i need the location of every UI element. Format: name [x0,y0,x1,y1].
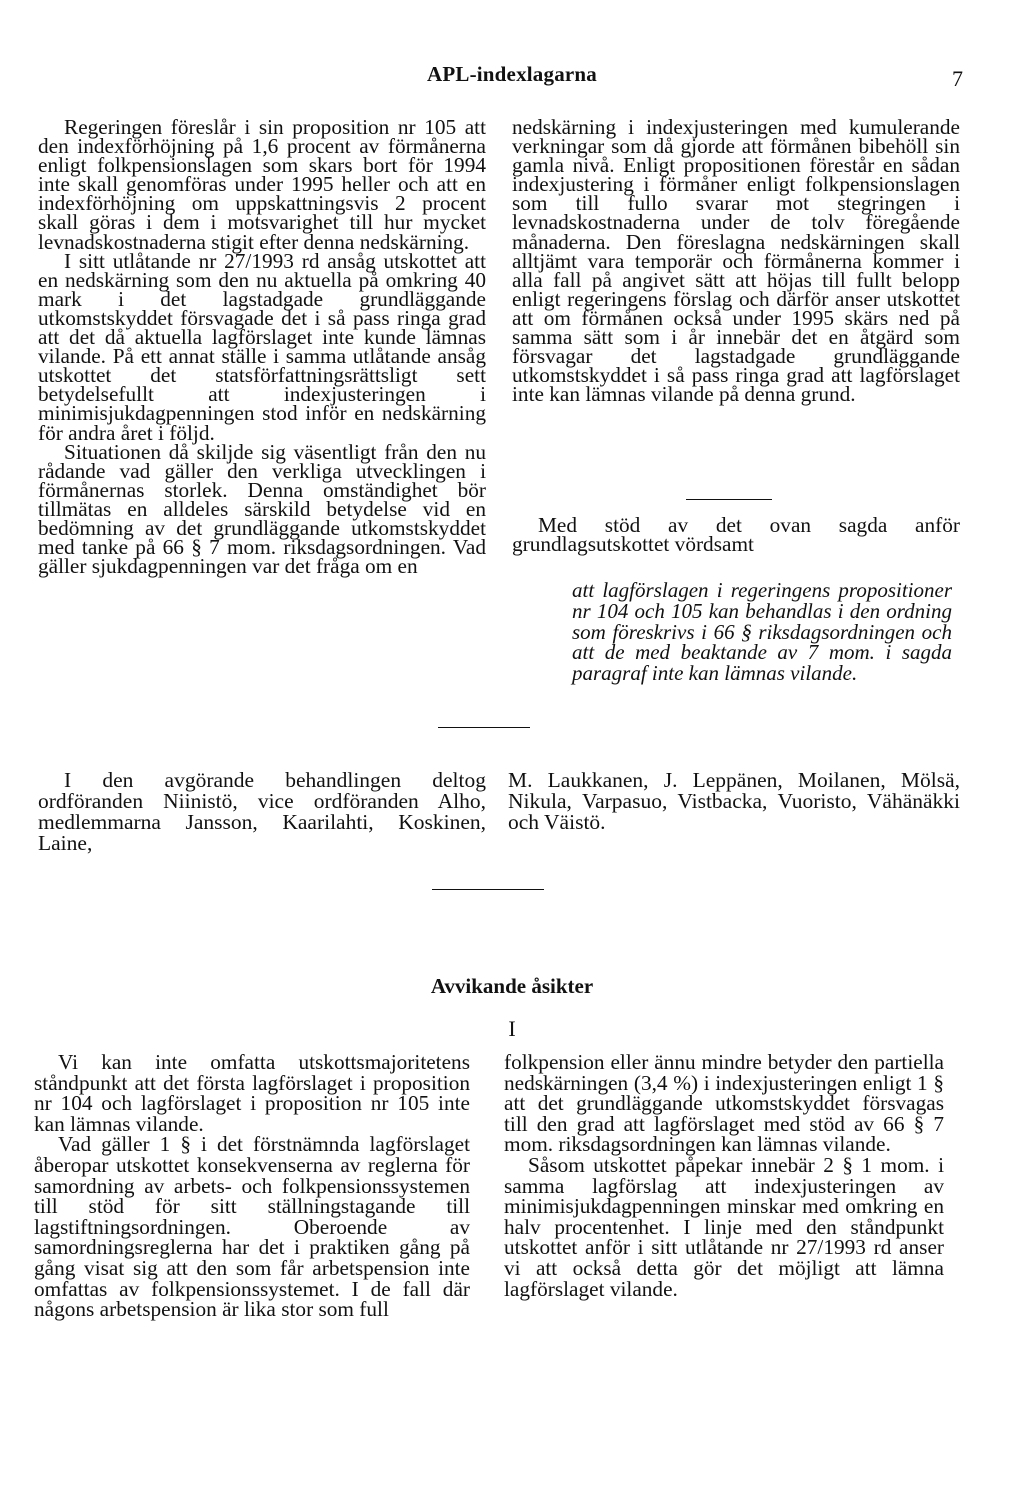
participants-left [38,770,486,854]
dissent-left-paragraph-2: Vad gäller 1 § i det förstnämnda lagförslaget åberopar utskottet konsekvenserna av reglerna för samordning av arbets- och folkpensionssystemen till stöd för sitt ställningstagande till lagstiftningsordningen. Oberoende av samordningsreglerna har det i praktiken gång på gång visat sig att den som får arbetspension inte omfattas av folkpensionssystemet. I de fall där någons arbetspension är lika stor som full [34,1132,470,1322]
committee-motion: att lagförslagen i regeringens propositioner nr 104 och 105 kan behandlas i den ordning som föreskrivs i 66 § riksdagsordningen och att de med beaktande av 7 mom. i sagda paragraf inte kan lämnas vilande. [572,578,952,686]
section-divider [686,499,772,500]
left-paragraph-3: Situationen då skiljde sig väsentligt från den nu rådande vad gäller den verkliga utvecklingen i förmånernas storlek. Denna omständighet bör tillmätas en alldeles särskild betydelse vid en bedömning av det grundläggande utkomstskyddet med tanke på 66 § 7 mom. riksdagsordningen. Vad gäller sjukdagpenningen var det fråga om en [38,439,486,579]
page-number: 7 [952,66,963,91]
right-paragraph-1: nedskärning i indexjusteringen med kumulerande verkningar som då gjorde att förmånen bibehöll sin gamla nivå. Enligt propositionen förestår en sådan indexjustering i förmåner enligt folkpensionslagen som till fullo svarar mot stegringen i levnadskostnaderna under de tolv föregående månaderna. Den föreslagna nedskärningen skall alltjämt vara temporär och förmånerna kommer i alla fall på angivet sätt att höjas till fullt belopp enligt regeringens förslag och därför anser utskottet att om förmånen också under 1995 skärs ned på samma sätt som i år innebär det en åtgärd som försvagar det lagstadgade grundläggande utkomstskyddet i så pass ringa grad att lagförslaget inte kan lämnas vilande på denna grund. [512,115,960,407]
dissent-left-paragraph-1: Vi kan inte omfatta utskottsmajoritetens ståndpunkt att det första lagförslaget i proposition nr 104 och lagförslaget i proposition nr 105 inte kan lämnas vilande. [34,1050,470,1136]
section-divider [432,889,544,890]
section-divider [438,727,530,728]
dissent-right-column [504,1052,944,1299]
left-column [38,115,486,579]
dissent-right-paragraph-1: folkpension eller ännu mindre betyder den partiella nedskärningen (3,4 %) i indexjusteringen enligt 1 § att det grundläggande utkomstskyddet försvagas till den grad att lagförslaget med stöd av 66 § 7 mom. riksdagsordningen kan lämnas vilande. [504,1050,944,1157]
dissent-right-paragraph-2: Såsom utskottet påpekar innebär 2 § 1 mom. i samma lagförslag att indexjusteringen av minimisjukdagpenningen minskar med omkring en halv procentenhet. I linje med den ståndpunkt utskottet anför i sitt utlåtande nr 27/1993 rd anser vi att också detta gör det möjligt att lämna lagförslaget vilande. [504,1152,944,1301]
participants-right [508,770,960,833]
left-paragraph-2: I sitt utlåtande nr 27/1993 rd ansåg utskottet att en nedskärning som den nu aktuella på omkring 40 mark i det lagstadgade grundläggande utkomstskyddet försvagade det i så pass ringa grad att det då aktuella lagförslaget inte kunde lämnas vilande. På ett annat ställe i samma utlåtande ansåg utskottet det statsförfattningsrättsligt sett betydelsefullt att indexjusteringen i minimisjukdagpenningen stod inför en nedskärning för andra året i följd. [38,248,486,445]
dissent-heading: Avvikande åsikter [430,974,594,998]
left-paragraph-1: Regeringen föreslår i sin proposition nr 105 att den indexförhöjning på 1,6 procent av förmånerna enligt folkpensionslagen som skars bort för 1994 inte skall genomföras under 1995 heller och att en indexförhöjning om uppskattningsvis 2 procent skall göras i dem i motsvarighet till hur mycket levnadskostnaderna stigit efter denna nedskärning. [38,115,486,254]
statement-text: Med stöd av det ovan sagda anför grundlagsutskottet vördsamt [512,513,960,557]
participants-right-text: M. Laukkanen, J. Leppänen, Moilanen, Mölsä, Nikula, Varpasuo, Vistbacka, Vuoristo, Vähänäkki och Väistö. [508,768,960,834]
participants-left-text: I den avgörande behandlingen deltog ordföranden Niinistö, vice ordföranden Alho, medlemmarna Jansson, Kaarilahti, Koskinen, Laine, [38,768,486,855]
page-header-title: APL-indexlagarna [426,62,598,86]
committee-statement [512,513,960,557]
dissent-number: I [508,1016,516,1041]
right-column [512,115,960,407]
dissent-left-column [34,1052,470,1320]
